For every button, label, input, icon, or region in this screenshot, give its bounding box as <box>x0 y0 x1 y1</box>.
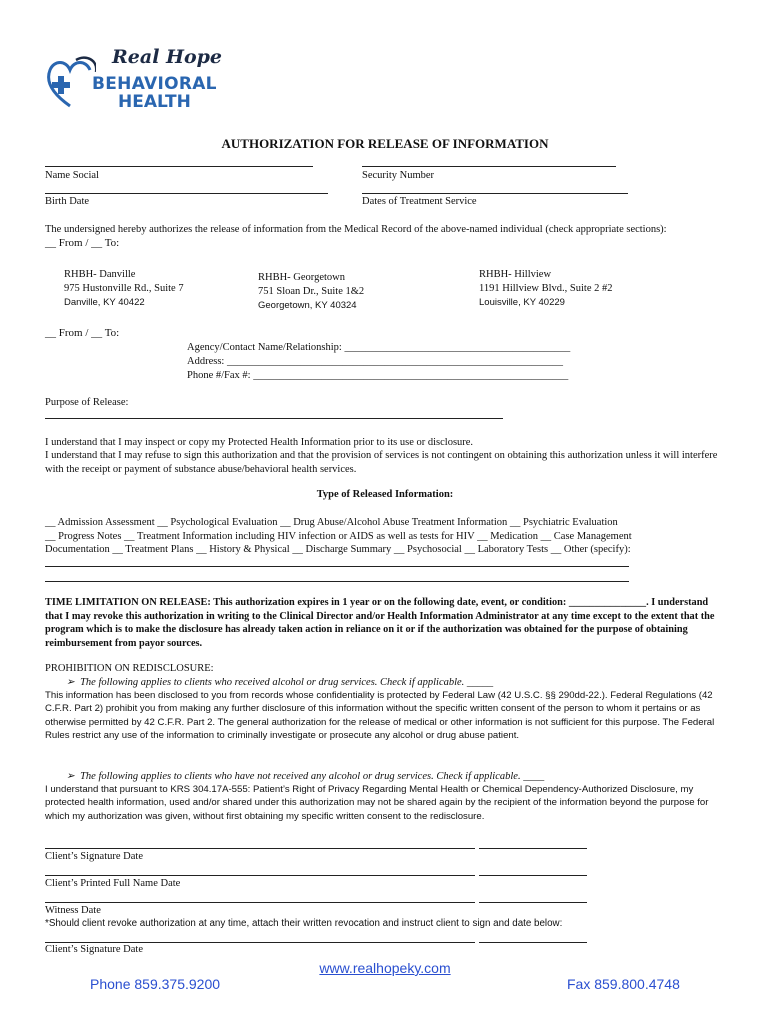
arrow-bullet-icon: ➢ <box>66 771 81 782</box>
revoke-note: *Should client revoke authorization at any time, attach their written revocation and instruct client to sign and date below: <box>45 918 563 929</box>
name-line[interactable] <box>45 166 313 167</box>
agency-contact-field[interactable]: Agency/Contact Name/Relationship: ___________________________________________ <box>187 342 571 353</box>
witness-line[interactable] <box>45 902 475 903</box>
company-logo <box>46 48 226 110</box>
logo-script: Real Hope <box>112 46 223 68</box>
agency-block <box>187 341 607 383</box>
from-to-checkbox-2[interactable]: __ From / __ To: <box>45 327 120 339</box>
from-to-checkbox-1[interactable]: __ From / __ To: <box>45 237 120 249</box>
understand-refuse: I understand that I may refuse to sign this authorization and that the provision of services is not contingent on obtaining this authorization unless it will interfere with the receipt or payment of substance abuse/behavioral health services. <box>45 450 718 475</box>
ssn-line[interactable] <box>362 166 616 167</box>
client-signature-2-label: Client’s Signature Date <box>45 944 143 955</box>
other-line-2[interactable] <box>45 581 629 582</box>
witness-label: Witness Date <box>45 905 101 916</box>
agency-address-field[interactable]: Address: ________________________________________________________________ <box>187 356 563 367</box>
location-hillview <box>479 268 613 310</box>
client-name-label: Client’s Printed Full Name Date <box>45 878 181 889</box>
birth-date-line[interactable] <box>45 193 328 194</box>
location-danville <box>64 268 184 310</box>
location-address: 1191 Hillview Blvd., Suite 2 #2 <box>479 283 613 294</box>
page-title: AUTHORIZATION FOR RELEASE OF INFORMATION <box>221 136 549 151</box>
time-limitation: TIME LIMITATION ON RELEASE: This authorization expires in 1 year or on the following date, event, or condition: _______________. I understand that I may revoke this authorization in writing to the Clinical Director and/or Health Information Administrator at any time except to the extent that the program which is to make the disclosure has already taken action in reliance on it or if the authorization was obtained for the purpose of obtaining reimbursement from payor sources. <box>45 597 715 649</box>
purpose-line[interactable] <box>45 418 503 419</box>
applies-alcohol-text: The following applies to clients who received alcohol or drug services. Check if applicable. _____ <box>80 677 494 688</box>
name-social-label: Name Social <box>45 170 99 181</box>
location-city: Louisville, KY 40229 <box>479 297 565 308</box>
phone-number: Phone 859.375.9200 <box>90 976 221 992</box>
other-line-1[interactable] <box>45 566 629 567</box>
heart-cross-icon <box>46 52 96 112</box>
treatment-dates-line[interactable] <box>362 193 628 194</box>
client-signature-2-line[interactable] <box>45 942 475 943</box>
prohibition-heading: PROHIBITION ON REDISCLOSURE: <box>45 663 214 674</box>
type-row[interactable]: Documentation __ Treatment Plans __ History & Physical __ Discharge Summary __ Psychosocial __ Laboratory Tests __ Other (specify): <box>45 544 631 555</box>
client-signature-2-date-line[interactable] <box>479 942 587 943</box>
client-name-date-line[interactable] <box>479 875 587 876</box>
witness-date-line[interactable] <box>479 902 587 903</box>
client-name-line[interactable] <box>45 875 475 876</box>
location-address: 751 Sloan Dr., Suite 1&2 <box>258 286 365 297</box>
client-signature-line[interactable] <box>45 848 475 849</box>
applies-alcohol[interactable] <box>66 676 493 688</box>
location-city: Georgetown, KY 40324 <box>258 300 357 311</box>
understand-inspect: I understand that I may inspect or copy my Protected Health Information prior to its use or disclosure. <box>45 437 474 448</box>
security-number-label: Security Number <box>362 170 435 181</box>
type-options <box>45 516 725 557</box>
federal-text: This information has been disclosed to you from records whose confidentiality is protected by Federal Law (42 U.S.C. §§ 290dd-22.). Federal Regulations (42 C.F.R. Part 2) prohibit you from making any further disclosure of this information without the specific written consent of the person to whom it pertains or as otherwise permitted by 42 C.F.R. Part 2. The general authorization for the release of medical or other information is not sufficient for this purpose. The Federal Rules restrict any use of the information to criminally investigate or prosecute any alcohol or drug abuse patient. <box>45 690 715 742</box>
location-name: RHBH- Georgetown <box>258 272 346 283</box>
arrow-bullet-icon: ➢ <box>66 677 81 688</box>
purpose-label: Purpose of Release: <box>45 397 129 408</box>
birth-date-label: Birth Date <box>45 196 90 207</box>
treatment-dates-label: Dates of Treatment Service <box>362 196 477 207</box>
type-heading: Type of Released Information: <box>316 489 454 500</box>
location-address: 975 Hustonville Rd., Suite 7 <box>64 283 184 294</box>
client-signature-date-line[interactable] <box>479 848 587 849</box>
type-row[interactable]: __ Progress Notes __ Treatment Information including HIV infection or AIDS as well as tests for HIV __ Medication __ Case Management <box>45 530 632 542</box>
agency-phone-field[interactable]: Phone #/Fax #: ____________________________________________________________ <box>187 370 569 381</box>
applies-no-alcohol[interactable] <box>66 770 544 782</box>
location-name: RHBH- Hillview <box>479 269 552 280</box>
website-link[interactable]: www.realhopeky.com <box>319 960 451 976</box>
location-georgetown <box>258 271 364 313</box>
fax-number: Fax 859.800.4748 <box>567 976 680 992</box>
krs-text: I understand that pursuant to KRS 304.17A-555: Patient’s Right of Privacy Regarding Mental Health or Chemical Dependency-Authorized Disclosure, my protected health information, used and/or shared under this authorization may not be shared again by the recipient of the information beyond the purpose for which my authorization was given, without first obtaining my specific written consent to the redisclosure. <box>45 784 709 822</box>
logo-line-2: HEALTH <box>118 92 191 112</box>
location-city: Danville, KY 40422 <box>64 297 145 308</box>
applies-no-alcohol-text: The following applies to clients who have not received any alcohol or drug services. Check if applicable. ____ <box>80 771 545 782</box>
client-signature-label: Client’s Signature Date <box>45 851 143 862</box>
intro-text: The undersigned hereby authorizes the release of information from the Medical Record of the above-named individual (check appropriate sections): <box>45 224 667 235</box>
type-row[interactable]: __ Admission Assessment __ Psychological Evaluation __ Drug Abuse/Alcohol Abuse Treatment Information __ Psychiatric Evaluation <box>45 517 618 528</box>
logo-line-1: BEHAVIORAL <box>92 74 217 94</box>
location-name: RHBH- Danville <box>64 269 136 280</box>
